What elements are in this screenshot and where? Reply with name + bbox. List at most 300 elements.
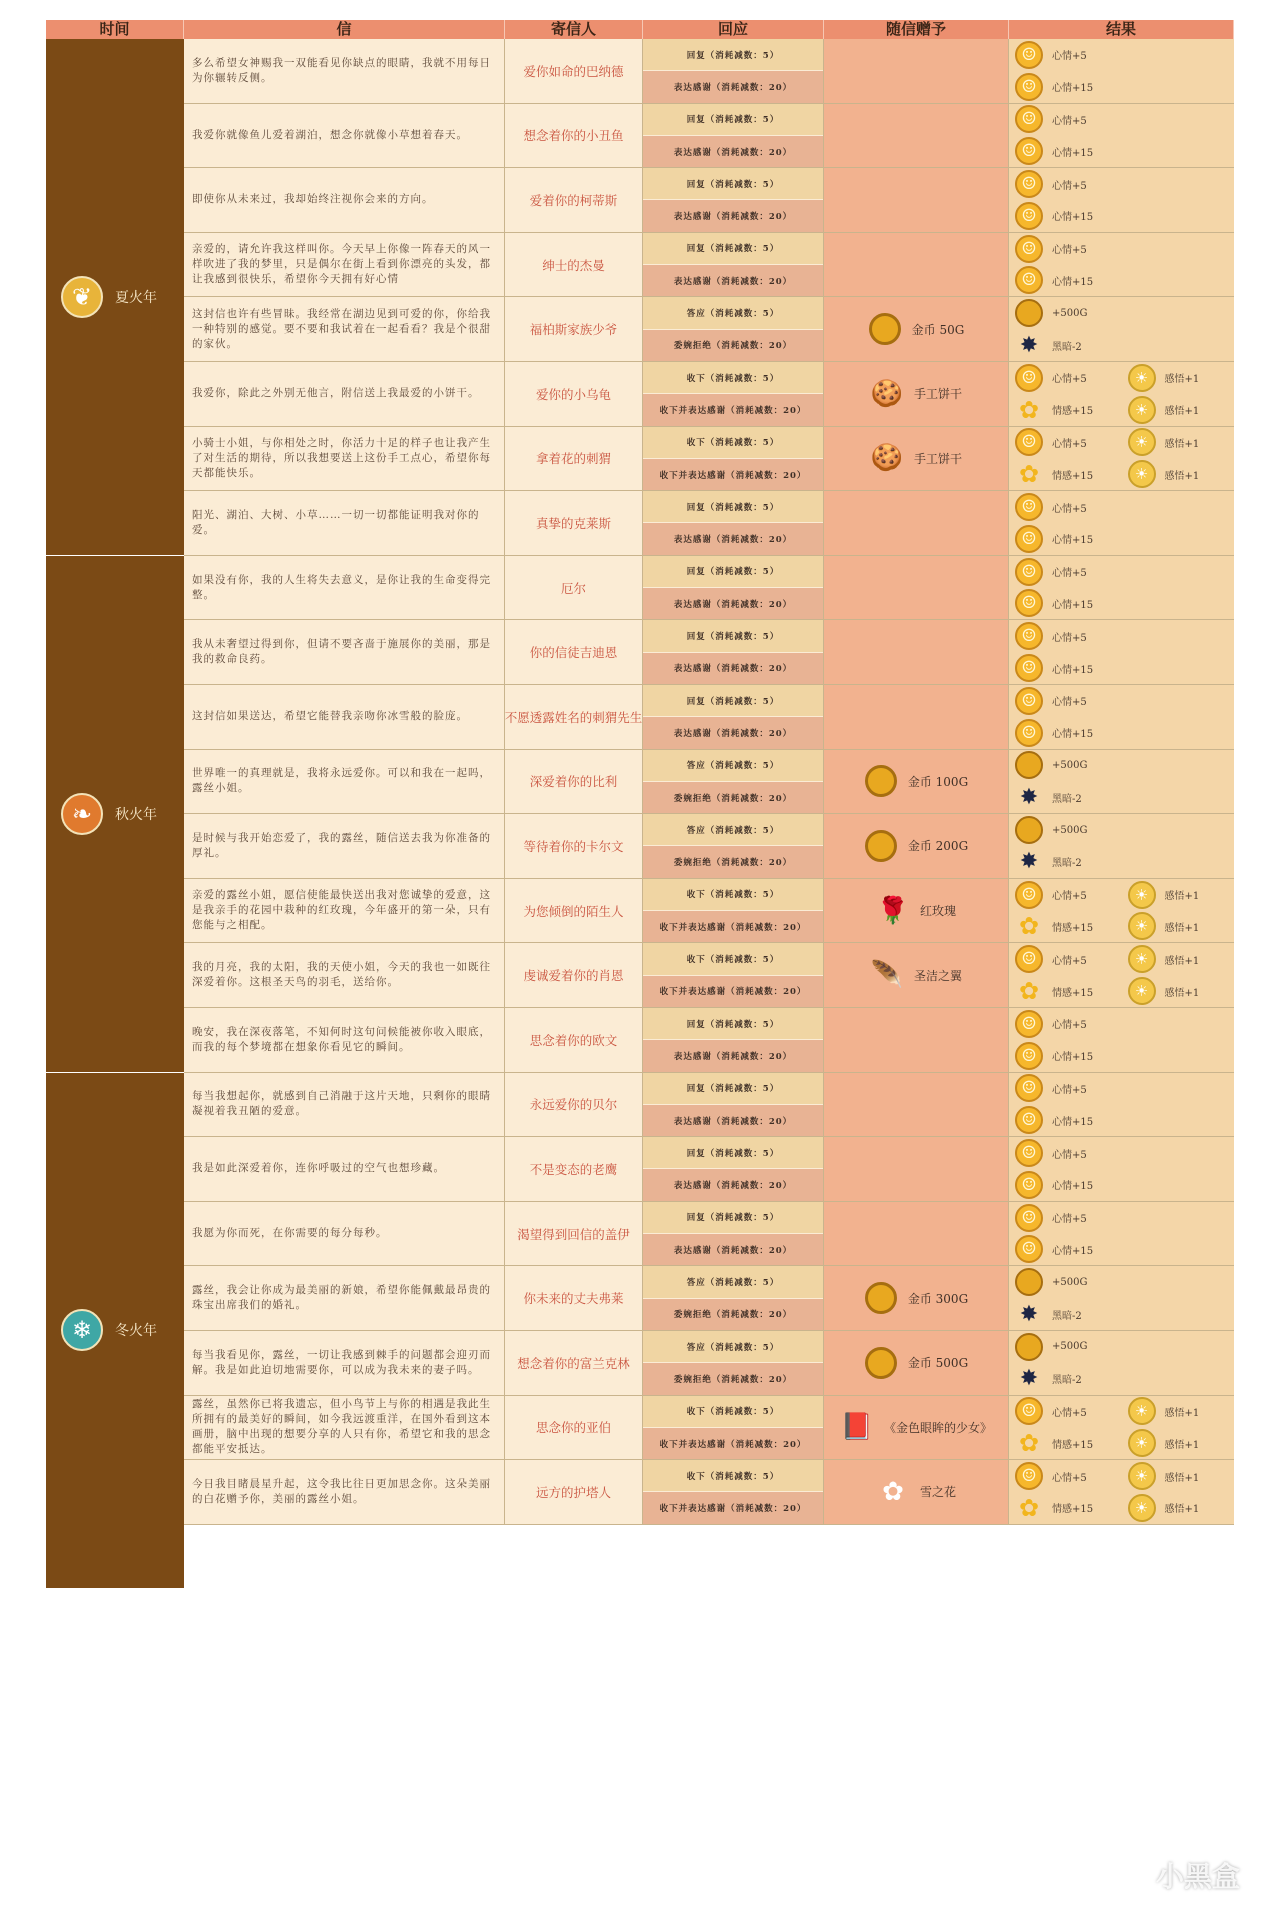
table-row	[184, 362, 1234, 427]
result-cell	[1009, 556, 1234, 620]
table-row	[184, 943, 1234, 1008]
result-text: 心情+5	[1052, 503, 1087, 515]
result-line	[1009, 523, 1234, 555]
table-row	[184, 1460, 1234, 1525]
response-option-primary[interactable]: 回复（消耗减数：5）	[643, 168, 823, 200]
result-text: 感悟+1	[1164, 1439, 1200, 1451]
smiley-icon: ☺	[1015, 364, 1043, 392]
cookie-icon: 🍪	[870, 443, 904, 474]
letter-text: 如果没有你，我的人生将失去意义，是你让我的生命变得完整。	[184, 556, 505, 620]
result-line	[1009, 846, 1234, 878]
result-text: 情感+15	[1052, 470, 1094, 482]
result-text: 心情+15	[1052, 599, 1094, 611]
result-line	[1009, 200, 1234, 232]
response-options	[643, 427, 824, 491]
season-name: 夏火年	[115, 289, 157, 306]
response-option-primary[interactable]: 回复（消耗减数：5）	[643, 1073, 823, 1105]
result-text: 心情+5	[1052, 1084, 1087, 1096]
result-text: 心情+5	[1052, 697, 1087, 709]
gift-cell	[824, 233, 1009, 297]
result-text: 感悟+1	[1164, 438, 1200, 450]
table-header	[46, 20, 1234, 39]
letter-text: 多么希望女神赐我一双能看见你缺点的眼睛，我就不用每日为你辗转反侧。	[184, 39, 505, 103]
lightbulb-icon: ☀	[1128, 881, 1156, 909]
result-line	[1009, 717, 1234, 749]
result-item	[1009, 460, 1122, 488]
response-option-primary[interactable]: 答应（消耗减数：5）	[643, 750, 823, 782]
result-line	[1009, 427, 1234, 459]
result-item	[1009, 1268, 1127, 1296]
response-option-primary[interactable]: 收下（消耗减数：5）	[643, 879, 823, 911]
gift-name: 金币 200G	[907, 839, 969, 854]
result-item	[1009, 493, 1127, 521]
gift-cell	[824, 104, 1009, 168]
table-row	[184, 685, 1234, 750]
sender-name: 厄尔	[505, 556, 643, 620]
result-cell	[1009, 104, 1234, 168]
result-text: 感悟+1	[1164, 1504, 1200, 1516]
result-cell	[1009, 362, 1234, 426]
smiley-icon: ☺	[1015, 881, 1043, 909]
smiley-icon: ☺	[1015, 525, 1043, 553]
gift-cell	[824, 168, 1009, 232]
response-options	[643, 1008, 824, 1072]
response-option-secondary[interactable]: 表达感谢（消耗减数：20）	[643, 71, 823, 102]
cookie-icon: 🍪	[870, 378, 904, 409]
table-row	[184, 168, 1234, 233]
result-cell	[1009, 297, 1234, 361]
gift-cell	[824, 362, 1009, 426]
result-text: 心情+5	[1052, 438, 1087, 450]
result-text: 感悟+1	[1164, 891, 1200, 903]
sender-name: 你未来的丈夫弗莱	[505, 1266, 643, 1330]
result-text: 心情+5	[1052, 245, 1087, 257]
smiley-icon: ☺	[1015, 622, 1043, 650]
dark-star-icon: ✸	[1019, 1301, 1039, 1327]
result-line	[1009, 233, 1234, 265]
result-cell	[1009, 943, 1234, 1007]
response-options	[643, 104, 824, 168]
letter-text: 我爱你，除此之外别无他言，附信送上我最爱的小饼干。	[184, 362, 505, 426]
result-line	[1009, 975, 1234, 1007]
smiley-icon: ☺	[1015, 1139, 1043, 1167]
sender-name: 福柏斯家族少爷	[505, 297, 643, 361]
letter-text: 小骑士小姐，与你相处之时，你活力十足的样子也让我产生了对生活的期待，所以我想要送上这份手工点心，希望你每天都能快乐。	[184, 427, 505, 491]
result-text: 情感+15	[1052, 1504, 1094, 1516]
gold-coin-icon	[864, 1281, 898, 1315]
gift-name: 红玫瑰	[919, 904, 956, 919]
sender-name: 不是变态的老鹰	[505, 1137, 643, 1201]
smiley-icon: ☺	[1015, 41, 1043, 69]
result-line	[1009, 1234, 1234, 1266]
result-text: 感悟+1	[1164, 922, 1200, 934]
result-cell	[1009, 427, 1234, 491]
result-text: +500G	[1052, 824, 1088, 836]
result-text: 感悟+1	[1164, 374, 1200, 386]
response-option-primary[interactable]: 回复（消耗减数：5）	[643, 233, 823, 265]
response-option-primary[interactable]: 回复（消耗减数：5）	[643, 1008, 823, 1040]
winter-snowflake-icon: ❄	[61, 1309, 103, 1351]
table-row	[184, 1073, 1234, 1138]
season-cell	[46, 556, 184, 1073]
result-text: 心情+5	[1052, 51, 1087, 63]
letter-text: 我爱你就像鱼儿爱着湖泊，想念你就像小草想着春天。	[184, 104, 505, 168]
result-text: 心情+5	[1052, 891, 1087, 903]
response-option-secondary[interactable]: 表达感谢（消耗减数：20）	[643, 1105, 823, 1136]
letter-table	[46, 20, 1234, 1525]
result-text: 心情+15	[1052, 276, 1094, 288]
response-option-primary[interactable]: 回复（消耗减数：5）	[643, 556, 823, 588]
response-options	[643, 1202, 824, 1266]
season-cell	[46, 39, 184, 556]
response-option-secondary[interactable]: 表达感谢（消耗减数：20）	[643, 136, 823, 167]
response-option-secondary[interactable]: 表达感谢（消耗减数：20）	[643, 523, 823, 554]
sender-name: 虔诚爱着你的肖恩	[505, 943, 643, 1007]
response-option-primary[interactable]: 收下（消耗减数：5）	[643, 427, 823, 459]
table-row	[184, 491, 1234, 556]
header-gift: 随信赠予	[824, 20, 1009, 39]
response-options	[643, 297, 824, 361]
result-item	[1009, 73, 1127, 101]
result-item	[1009, 719, 1127, 747]
result-line	[1009, 1492, 1234, 1524]
result-text: 心情+5	[1052, 115, 1087, 127]
result-line	[1009, 1073, 1234, 1105]
letter-text: 阳光、湖泊、大树、小草……一切一切都能证明我对你的爱。	[184, 491, 505, 555]
header-sender: 寄信人	[505, 20, 643, 39]
result-item	[1009, 202, 1127, 230]
result-line	[1009, 39, 1234, 71]
result-text: 心情+5	[1052, 1020, 1087, 1032]
result-item	[1009, 1204, 1127, 1232]
letter-text: 每当我想起你，就感到自己消融于这片天地，只剩你的眼睛凝视着我丑陋的爱意。	[184, 1073, 505, 1137]
response-option-secondary[interactable]: 委婉拒绝（消耗减数：20）	[643, 1299, 823, 1330]
response-option-secondary[interactable]: 委婉拒绝（消耗减数：20）	[643, 846, 823, 877]
response-options	[643, 233, 824, 297]
response-option-secondary[interactable]: 委婉拒绝（消耗减数：20）	[643, 782, 823, 813]
result-item	[1009, 1235, 1127, 1263]
smiley-icon: ☺	[1015, 589, 1043, 617]
result-cell	[1009, 1331, 1234, 1395]
sender-name: 拿着花的刺猬	[505, 427, 643, 491]
result-cell	[1009, 1137, 1234, 1201]
smiley-icon: ☺	[1015, 105, 1043, 133]
response-option-primary[interactable]: 收下（消耗减数：5）	[643, 943, 823, 975]
letter-text: 亲爱的，请允许我这样叫你。今天早上你像一阵春天的风一样吹进了我的梦里，只是偶尔在街上看到你漂亮的头发，都让我感到很快乐，希望你今天拥有好心情	[184, 233, 505, 297]
result-line	[1009, 71, 1234, 103]
table-row	[184, 620, 1234, 685]
response-option-secondary[interactable]: 表达感谢（消耗减数：20）	[643, 1234, 823, 1265]
red-rose-icon: 🌹	[876, 895, 910, 926]
sender-name: 远方的护塔人	[505, 1460, 643, 1524]
result-item	[1009, 1171, 1127, 1199]
result-line	[1009, 297, 1234, 329]
result-item	[1009, 816, 1127, 844]
result-text: 情感+15	[1052, 922, 1094, 934]
response-option-secondary[interactable]: 表达感谢（消耗减数：20）	[643, 653, 823, 684]
response-options	[643, 943, 824, 1007]
result-text: 黑暗-2	[1052, 1310, 1082, 1322]
table-row	[184, 39, 1234, 104]
result-item	[1009, 1042, 1127, 1070]
yellow-flower-icon: ✿	[1018, 912, 1040, 941]
response-option-primary[interactable]: 回复（消耗减数：5）	[643, 491, 823, 523]
response-options	[643, 879, 824, 943]
lightbulb-icon: ☀	[1128, 428, 1156, 456]
yellow-flower-icon: ✿	[1018, 977, 1040, 1006]
sender-name: 绅士的杰曼	[505, 233, 643, 297]
response-option-secondary[interactable]: 收下并表达感谢（消耗减数：20）	[643, 1428, 823, 1459]
result-item	[1009, 945, 1122, 973]
gold-coin-icon	[868, 312, 902, 346]
gold-coin-icon	[864, 829, 898, 863]
response-option-primary[interactable]: 答应（消耗减数：5）	[643, 814, 823, 846]
gift-name: 雪之花	[919, 1485, 956, 1500]
result-item	[1122, 881, 1235, 909]
letter-text: 我愿为你而死，在你需要的每分每秒。	[184, 1202, 505, 1266]
result-line	[1009, 879, 1234, 911]
result-text: 感悟+1	[1164, 987, 1200, 999]
yellow-flower-icon: ✿	[1018, 1429, 1040, 1458]
result-item	[1009, 751, 1127, 779]
response-option-primary[interactable]: 收下（消耗减数：5）	[643, 1460, 823, 1492]
smiley-icon: ☺	[1015, 1106, 1043, 1134]
result-text: 情感+15	[1052, 406, 1094, 418]
header-time: 时间	[46, 20, 184, 39]
response-options	[643, 362, 824, 426]
season-cell	[46, 1073, 184, 1590]
result-item	[1009, 881, 1122, 909]
response-option-primary[interactable]: 收下（消耗减数：5）	[643, 1396, 823, 1428]
result-item	[1122, 945, 1235, 973]
response-options	[643, 168, 824, 232]
response-option-secondary[interactable]: 表达感谢（消耗减数：20）	[643, 200, 823, 231]
result-item	[1009, 364, 1122, 392]
white-feather-icon: 🪶	[870, 960, 904, 991]
result-cell	[1009, 168, 1234, 232]
result-item	[1009, 396, 1122, 424]
result-line	[1009, 1363, 1234, 1395]
response-option-primary[interactable]: 回复（消耗减数：5）	[643, 104, 823, 136]
response-options	[643, 556, 824, 620]
result-line	[1009, 1104, 1234, 1136]
result-line	[1009, 1266, 1234, 1298]
lightbulb-icon: ☀	[1128, 1429, 1156, 1457]
result-item	[1009, 266, 1127, 294]
gift-cell	[824, 943, 1009, 1007]
gold-coin-icon	[1015, 299, 1043, 327]
gift-cell	[824, 685, 1009, 749]
gold-coin-icon	[864, 764, 898, 798]
response-options	[643, 39, 824, 103]
response-option-secondary[interactable]: 表达感谢（消耗减数：20）	[643, 717, 823, 748]
result-text: 心情+15	[1052, 1052, 1094, 1064]
response-option-primary[interactable]: 回复（消耗减数：5）	[643, 39, 823, 71]
summer-leaf-icon: ❦	[61, 276, 103, 318]
result-line	[1009, 1040, 1234, 1072]
table-row	[184, 1396, 1234, 1461]
response-option-secondary[interactable]: 收下并表达感谢（消耗减数：20）	[643, 394, 823, 425]
response-option-secondary[interactable]: 表达感谢（消耗减数：20）	[643, 1169, 823, 1200]
gift-cell	[824, 750, 1009, 814]
coin-disc	[865, 765, 897, 797]
dark-star-icon: ✸	[1019, 332, 1039, 358]
response-options	[643, 491, 824, 555]
result-line	[1009, 814, 1234, 846]
response-option-secondary[interactable]: 表达感谢（消耗减数：20）	[643, 265, 823, 296]
response-option-secondary[interactable]: 收下并表达感谢（消耗减数：20）	[643, 911, 823, 942]
response-option-secondary[interactable]: 表达感谢（消耗减数：20）	[643, 588, 823, 619]
result-item	[1122, 1429, 1235, 1457]
result-item	[1009, 589, 1127, 617]
result-item	[1009, 622, 1127, 650]
smiley-icon: ☺	[1015, 202, 1043, 230]
response-options	[643, 620, 824, 684]
result-line	[1009, 168, 1234, 200]
header-result: 结果	[1009, 20, 1234, 39]
result-item	[1009, 1333, 1127, 1361]
sender-name: 渴望得到回信的盖伊	[505, 1202, 643, 1266]
header-letter: 信	[184, 20, 505, 39]
result-item	[1009, 299, 1127, 327]
result-text: +500G	[1052, 1341, 1088, 1353]
gift-cell	[824, 556, 1009, 620]
response-options	[643, 750, 824, 814]
result-line	[1009, 652, 1234, 684]
response-option-primary[interactable]: 回复（消耗减数：5）	[643, 620, 823, 652]
result-cell	[1009, 879, 1234, 943]
coin-disc	[865, 830, 897, 862]
result-text: 心情+5	[1052, 1472, 1087, 1484]
sender-name: 真挚的克莱斯	[505, 491, 643, 555]
table-row	[184, 427, 1234, 492]
smiley-icon: ☺	[1015, 1042, 1043, 1070]
result-item	[1122, 460, 1235, 488]
sender-name: 爱你的小乌龟	[505, 362, 643, 426]
result-item	[1009, 137, 1127, 165]
result-item	[1122, 1494, 1235, 1522]
gift-name: 手工饼干	[913, 451, 962, 466]
gold-coin-icon	[1015, 751, 1043, 779]
response-option-primary[interactable]: 答应（消耗减数：5）	[643, 297, 823, 329]
result-item	[1009, 1365, 1127, 1393]
smiley-icon: ☺	[1015, 137, 1043, 165]
sender-name: 永远爱你的贝尔	[505, 1073, 643, 1137]
result-text: 心情+15	[1052, 1181, 1094, 1193]
smiley-icon: ☺	[1015, 266, 1043, 294]
smiley-icon: ☺	[1015, 493, 1043, 521]
letter-text: 今日我目睹晨星升起，这令我比往日更加思念你。这朵美丽的白花赠予你，美丽的露丝小姐。	[184, 1460, 505, 1524]
result-item	[1009, 1494, 1122, 1522]
response-option-primary[interactable]: 回复（消耗减数：5）	[643, 1202, 823, 1234]
lightbulb-icon: ☀	[1128, 977, 1156, 1005]
sender-name: 思念你的亚伯	[505, 1396, 643, 1460]
table-row	[184, 556, 1234, 621]
lightbulb-icon: ☀	[1128, 1397, 1156, 1425]
response-option-secondary[interactable]: 委婉拒绝（消耗减数：20）	[643, 1363, 823, 1394]
response-option-primary[interactable]: 收下（消耗减数：5）	[643, 362, 823, 394]
smiley-icon: ☺	[1015, 170, 1043, 198]
result-text: 黑暗-2	[1052, 858, 1082, 870]
response-option-secondary[interactable]: 收下并表达感谢（消耗减数：20）	[643, 976, 823, 1007]
table-row	[184, 1266, 1234, 1331]
coin-disc	[869, 313, 901, 345]
lightbulb-icon: ☀	[1128, 396, 1156, 424]
gift-cell	[824, 1266, 1009, 1330]
smiley-icon: ☺	[1015, 719, 1043, 747]
result-text: 心情+15	[1052, 1116, 1094, 1128]
smiley-icon: ☺	[1015, 1010, 1043, 1038]
letter-text: 露丝，虽然你已将我遗忘，但小鸟节上与你的相遇是我此生所拥有的最美好的瞬间，如今我远渡重洋，在国外看到这本画册，脑中出现的想要分享的人只有你，希望它和我的思念都能平安抵达。	[184, 1396, 505, 1460]
letter-text: 晚安，我在深夜落笔，不知何时这句问候能被你收入眼底，而我的每个梦境都在想象你看见它的瞬间。	[184, 1008, 505, 1072]
result-line	[1009, 685, 1234, 717]
response-option-primary[interactable]: 答应（消耗减数：5）	[643, 1331, 823, 1363]
sender-name: 思念着你的欧文	[505, 1008, 643, 1072]
response-option-secondary[interactable]: 收下并表达感谢（消耗减数：20）	[643, 459, 823, 490]
gift-name: 《金色眼眸的少女》	[883, 1420, 992, 1435]
table-row	[184, 297, 1234, 362]
response-option-secondary[interactable]: 收下并表达感谢（消耗减数：20）	[643, 1492, 823, 1523]
sender-name: 爱着你的柯蒂斯	[505, 168, 643, 232]
response-options	[643, 1331, 824, 1395]
result-text: 心情+15	[1052, 147, 1094, 159]
response-options	[643, 685, 824, 749]
result-line	[1009, 1202, 1234, 1234]
table-row	[184, 1331, 1234, 1396]
response-option-primary[interactable]: 回复（消耗减数：5）	[643, 1137, 823, 1169]
gift-cell	[824, 620, 1009, 684]
result-text: 感悟+1	[1164, 955, 1200, 967]
white-flower-icon: ✿	[882, 1476, 904, 1507]
result-text: 黑暗-2	[1052, 341, 1082, 353]
result-text: 情感+15	[1052, 987, 1094, 999]
gift-cell	[824, 1008, 1009, 1072]
yellow-flower-icon: ✿	[1018, 460, 1040, 489]
gift-cell	[824, 1460, 1009, 1524]
result-cell	[1009, 39, 1234, 103]
result-item	[1009, 1300, 1127, 1328]
result-item	[1122, 428, 1235, 456]
response-option-primary[interactable]: 回复（消耗减数：5）	[643, 685, 823, 717]
sender-name: 想念着你的小丑鱼	[505, 104, 643, 168]
lightbulb-icon: ☀	[1128, 364, 1156, 392]
result-line	[1009, 265, 1234, 297]
yellow-flower-icon: ✿	[1018, 395, 1040, 424]
smiley-icon: ☺	[1015, 1171, 1043, 1199]
sender-name: 爱你如命的巴纳德	[505, 39, 643, 103]
table-row	[184, 104, 1234, 169]
result-cell	[1009, 491, 1234, 555]
gift-cell	[824, 1331, 1009, 1395]
gift-name: 手工饼干	[913, 387, 962, 402]
response-option-secondary[interactable]: 表达感谢（消耗减数：20）	[643, 1040, 823, 1071]
response-options	[643, 1137, 824, 1201]
result-text: 心情+5	[1052, 1407, 1087, 1419]
response-option-secondary[interactable]: 委婉拒绝（消耗减数：20）	[643, 330, 823, 361]
smiley-icon: ☺	[1015, 73, 1043, 101]
result-cell	[1009, 1008, 1234, 1072]
result-text: 心情+5	[1052, 632, 1087, 644]
dark-star-icon: ✸	[1019, 1366, 1039, 1392]
response-option-primary[interactable]: 答应（消耗减数：5）	[643, 1266, 823, 1298]
gift-cell	[824, 1137, 1009, 1201]
table-row	[184, 750, 1234, 815]
result-item	[1009, 331, 1127, 359]
result-item	[1009, 977, 1122, 1005]
result-item	[1009, 1397, 1122, 1425]
result-line	[1009, 1298, 1234, 1330]
sender-name: 深爱着你的比利	[505, 750, 643, 814]
